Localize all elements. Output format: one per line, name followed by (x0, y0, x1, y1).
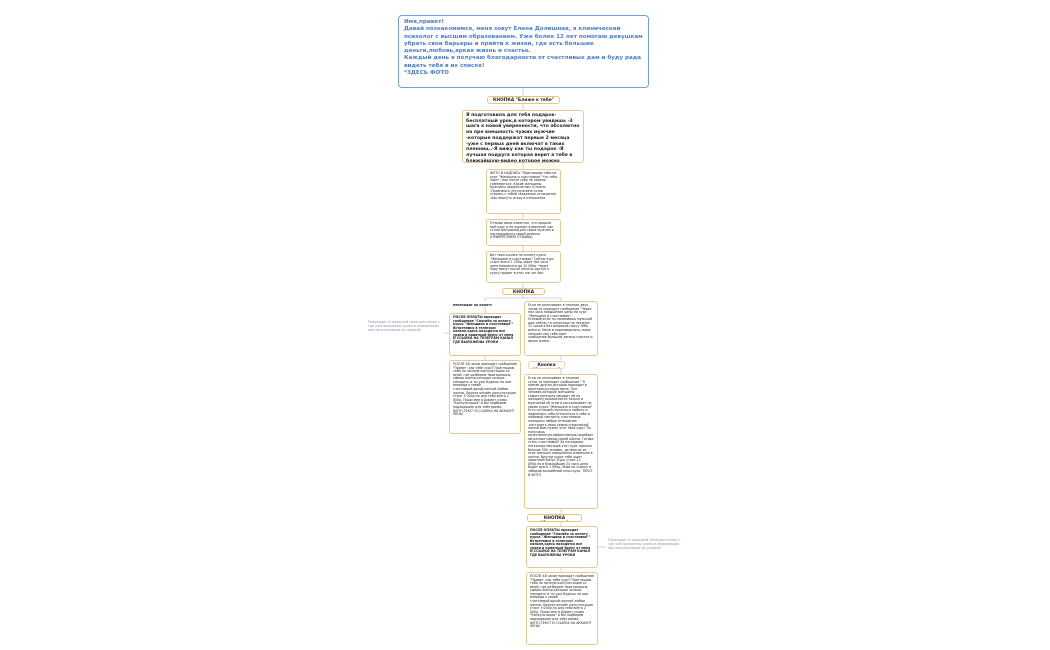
goes-to-payment-node[interactable]: переходит на оплату (449, 301, 521, 307)
not-paid-24h-node[interactable]: Если не оплачивает в течение суток,то приходит сообщение " Я помню других,история-приходит в фантазии,которая меня.. Вот человек,которые женщины самостоятельно мешают ей на женщину,возможности только и мужчиной об этом и рассказывает на своем курсе "Женщина и счастливая" Есть по нашей научиться любить и принимать себя,относиться к себе и любимой смотреть счастливые женщины любые отношения -построить свою семью,уникальной жизни Вам нужен этот твой курс! Ты получишь качественную,эффективную,приобретай-разные сферы своей жизни. Готова стать счастливой? За последние несколько месяцев этот курс прошли больше 500 человек, до многих из этих женщин совершенно изменили в жизни. Внутри курса тебя ждет приятный бонус. Курс стоит 12 090р,но в ближайшие 24 часа цена будет всего 1 990р. Жми на ссылку и забирай волшебный ключ-курс. ТЕКСТ И ФОТО (524, 374, 598, 509)
payment-link-node[interactable]: Вот твоя ссылка на оплату курса "Женщина и счастливая" Сейчас курс стоит всего 1 290р,через три часа цена повысится до 12 090р. Через пару минут после оплаты доступ к курсу придет в этот же чат-бот. (486, 251, 561, 283)
free-lesson-node[interactable]: Я подготовила для тебя подарок-бесплатный урок,в котором увидишь -3 шага к новой уверенности, что абсолютно на пре внешность чужих мужчин -которые поддержат первые 2 месяца -уже с первых дней включат в таких пленниц..-Я вижу как ты подарок -Я лучшая подруга которая верит в тебя в ближайшую-видео которое можно (462, 110, 584, 163)
button-pay-1-node[interactable]: КНОПКА (502, 288, 545, 295)
after-48h-1-node[interactable]: ПОСЛЕ 48 часов приходит сообщение "Привет, как тебе курс? Приглашаю тебя на личную консультацию со мной, где разберем твои вопросы, сферы жизни,которые хочешь наладить и ты уже будешь на шаг впереди к своей счастливой,яркой,полной любви жизни. Личная онлайн консультация стоит 3 000р,но для тебя всего 2 000р. Пиши мне в Директ слово "Консультация" и мы подберем подходящее для тебя время. ФОТО,ТЕКСТ И ССЫЛКА НА АККАУНТ ЛЕНЫ (449, 360, 521, 434)
button-closer-node[interactable]: КНОПКА "Ближе к тебе" (487, 96, 560, 104)
after-payment-1-node[interactable]: ПОСЛЕ ОПЛАТЫ приходит сообщение "Спасибо за оплату курса "Женщина и счастливая"" Встретимся в телеграм канале,здесь находятся все уроки и приятный бонус от меня И ССЫЛКА НА ТЕЛЕГРАМ КАНАЛ ГДЕ ВЫЛОЖЕНЫ УРОКИ (449, 313, 521, 356)
not-paid-2h-node[interactable]: Если не оплачивает в течение двух часов,то приходит сообщение "Через пол-часа повышение цены на курс "Женщина и счастливая". Успевай,если ты понимаешь мужской дом сейчас то оплатишь не позднее 12 часов в без вопросов научу тебя деньги. Мани и поразмышлять своих женщин,как тебе идет сообщение,большое деньги,счастье и яркая жизнь (524, 301, 598, 356)
note-left: Переходит в закрытый телеграм канал с где уже выложены уроки и информация про консультацию со скидкой (368, 320, 441, 333)
note-right: Переходит в закрытый телеграм канал с где уже выложены уроки и информация про консультацию со скидкой (608, 538, 681, 551)
button-pay-2-node[interactable]: Кнопка (528, 361, 565, 369)
button-pay-3-node[interactable]: КНОПКА (527, 514, 582, 522)
photo-caption-node[interactable]: ФОТО И НАДПИСЬ "Приглашаю тебя на курс "Женщина и счастливая" Что тебя ждет: -Как после себя не нервно сомневаться -Какие женщины мужчины предпочитают и смело -Признаюсь,что мужчина готов строить с тобой серьезные отношения -Как вернуть искру в отношения (486, 169, 561, 214)
after-48h-2-node[interactable]: ПОСЛЕ 48 часов приходит сообщение "Привет, как тебе курс? Приглашаю тебя на личную консультацию со мной, где разберем твои вопросы, сферы жизни,которые хочешь наладить и ты уже будешь на шаг впереди к своей счастливой,яркой,полной любви жизни. Личная онлайн консультация стоит 3 000р,но для тебя всего 2 000р. Пиши мне в Директ слово "Консультация" и мы подберем подходящее для тебя время. ФОТО,ТЕКСТ И ССЫЛКА НА АККАУНТ ЛЕНЫ (526, 572, 598, 645)
intro-message-node[interactable]: Имя,привет! Давай познакомимся, меня зовут Елена Долишная, я клинический психолог с высшим образованием. Уже более 12 лет помогаю девушкам убрать свои барьеры и прийти к жизни, где есть большие деньги,любовь,яркая жизнь и счастье. Каждый день я получаю благодарности от счастливых дам и буду рада видеть тебя в их списке! *ЗДЕСЬ ФОТО (398, 15, 649, 88)
reviews-node[interactable]: Отзывы моих клиенток, что прошли мой курс и не жалеют вложений, как стали женщиной,для своих мужчин и наслаждаются своей жизнью (ПРИКРЕПЛЯЕМ ОТЗЫВЫ) (486, 219, 561, 246)
after-payment-2-node[interactable]: ПОСЛЕ ОПЛАТЫ приходит сообщение "Спасибо за оплату курса "Женщина и счастливая"" Встретимся в телеграм канале,здесь находятся все уроки и приятный бонус от меня И ССЫЛКА НА ТЕЛЕГРАМ КАНАЛ ГДЕ ВЫЛОЖЕНЫ УРОКИ (526, 526, 598, 568)
